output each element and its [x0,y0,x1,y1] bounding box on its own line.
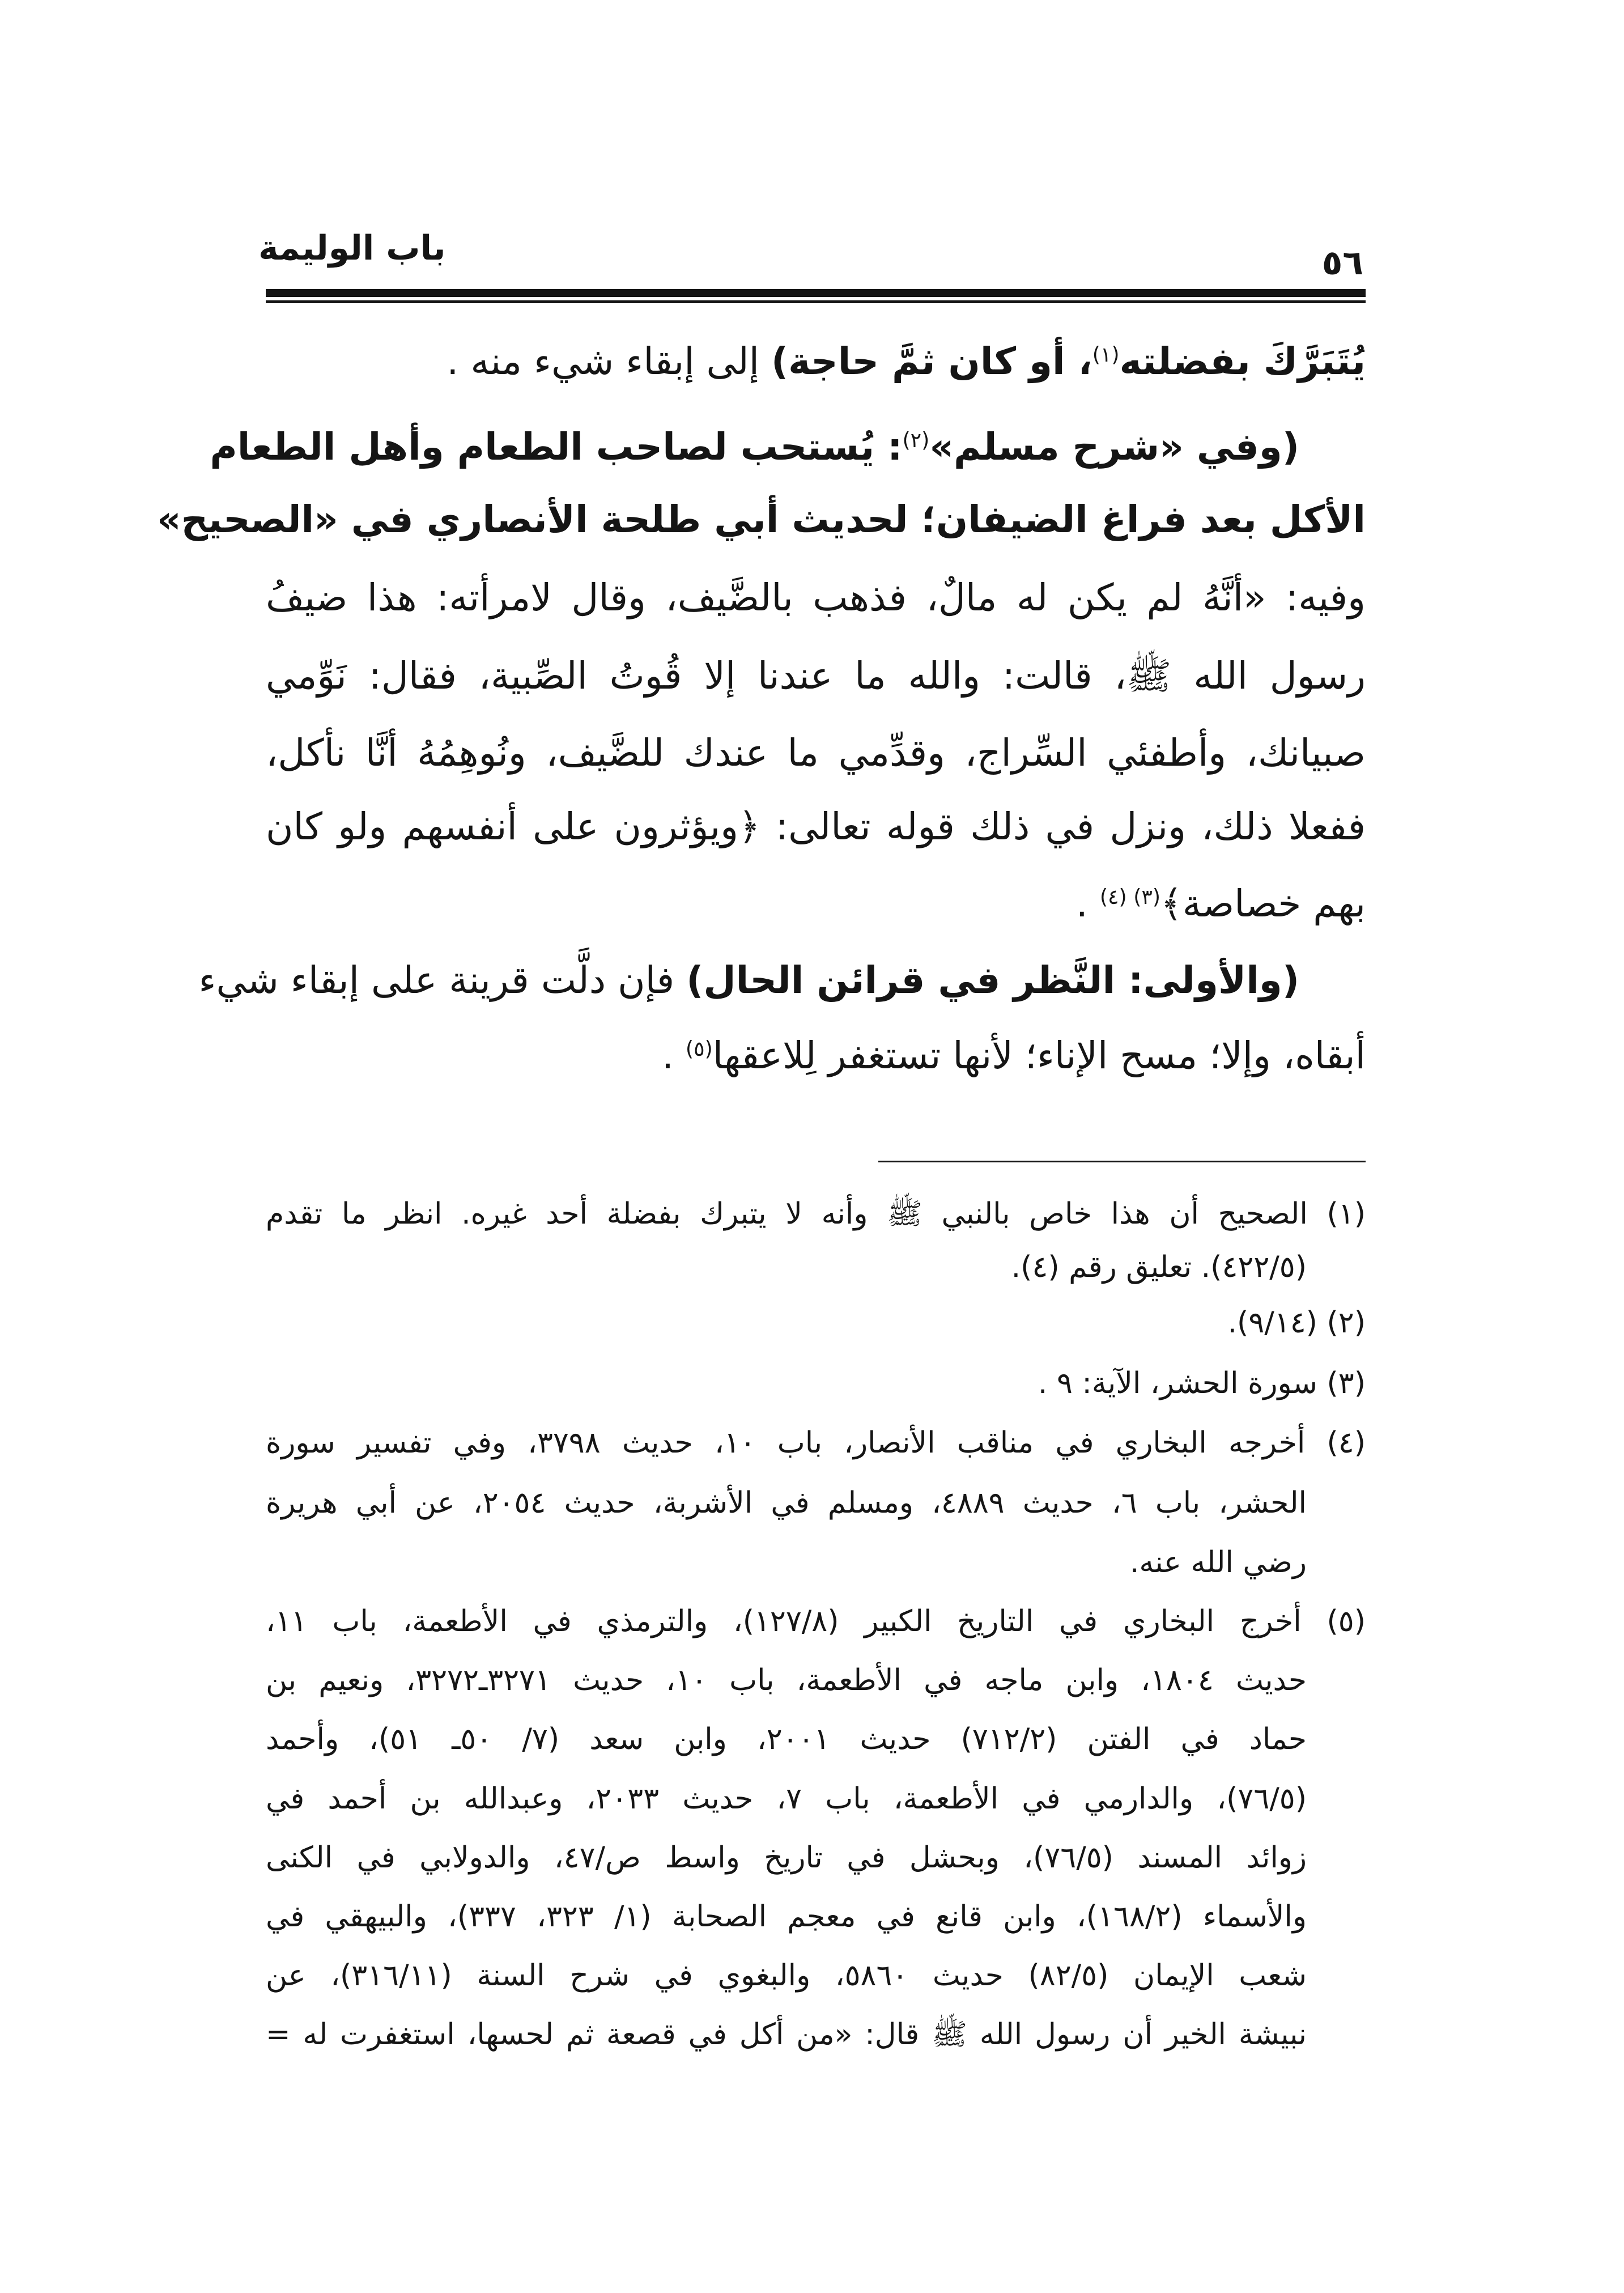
main-text-line [156,486,1366,554]
footnote-ref: (٢) [902,428,930,453]
main-text-line [198,946,1366,1014]
footnote-line: رضي الله عنه. [1129,1545,1307,1579]
matn-text: ، أو كان ثمَّ حاجة) [771,339,1092,383]
footnote-line: (٤) أخرجه البخاري في مناقب الأنصار، باب ١٠، حديث ٣٧٩٨، وفي تفسير سورة [266,1426,1366,1460]
main-text-line [210,413,1366,481]
footnote-ref: (٥) [685,1037,713,1061]
matn-text: (وفي «شرح مسلم» [929,425,1299,469]
header-rule-thick [266,289,1366,297]
footnote-line: نبيشة الخير أن رسول الله ﷺ قال: «من أكل في قصعة ثم لحسها، استغفرت له = [266,2018,1307,2052]
footnote-line: شعب الإيمان (٨٢/٥) حديث ٥٨٦٠، والبغوي في شرح السنة (٣١٦/١١)، عن [266,1959,1307,1993]
commentary-text: صبيانك، وأطفئي السِّراج، وقدِّمي ما عندك للضَّيف، ونُوهِمُهُ أنَّا نأكل، [266,731,1366,775]
commentary-text: أبقاه، وإلا؛ مسح الإناء؛ لأنها تستغفر لِلاعقها [712,1034,1366,1077]
footnote-line: (٢) (٩/١٤). [1227,1306,1366,1340]
main-text-line [266,1022,1366,1090]
main-text-line [266,564,1366,632]
matn-text: الأكل بعد فراغ الضيفان؛ لحديث أبي طلحة الأنصاري في «الصحيح» [156,498,1366,541]
commentary-text: . [1075,882,1100,925]
page-number: ٥٦ [1321,243,1363,283]
matn-text: : يُستحب لصاحب الطعام وأهل الطعام [210,425,903,469]
main-text-line [266,328,1366,396]
footnote-line: (٣) سورة الحشر، الآية: ٩ . [1038,1366,1366,1400]
footnote-line: (١) الصحيح أن هذا خاص بالنبي ﷺ وأنه لا يتبرك بفضلة أحد غيره. انظر ما تقدم [266,1197,1366,1231]
commentary-text: بهم خصاصة﴾ [1160,882,1366,925]
footnote-separator [878,1161,1366,1162]
footnote-line: الحشر، باب ٦، حديث ٤٨٨٩، ومسلم في الأشربة، حديث ٢٠٥٤، عن أبي هريرة [266,1486,1307,1520]
main-text-line [266,719,1366,787]
matn-text: (والأولى: النَّظر في قرائن الحال) [686,958,1299,1002]
header-rule-thin [266,300,1366,303]
commentary-text: وفيه: «أنَّهُ لم يكن له مالٌ، فذهب بالضَّيف، وقال لامرأته: هذا ضيفُ [266,576,1366,619]
footnote-line: والأسماء (١٦٨/٢)، وابن قانع في معجم الصحابة (١/ ٣٢٣، ٣٣٧)، والبيهقي في [266,1900,1307,1934]
footnote-ref: (١) [1092,342,1120,367]
footnote-line: (٥) أخرج البخاري في التاريخ الكبير (١٢٧/٨)، والترمذي في الأطعمة، باب ١١، [266,1604,1366,1638]
footnote-line: حماد في الفتن (٧١٢/٢) حديث ٢٠٠١، وابن سعد (٧/ ٥٠ـ ٥١)، وأحمد [266,1722,1307,1756]
matn-text: يُتَبَرَّكَ بفضلته [1119,339,1366,383]
footnote-line: زوائد المسند (٧٦/٥)، وبحشل في تاريخ واسط ص/٤٧، والدولابي في الكنى [266,1841,1307,1875]
commentary-text: إلى إبقاء شيء منه . [447,339,771,383]
commentary-text: ففعلا ذلك، ونزل في ذلك قوله تعالى: ﴿ويؤثرون على أنفسهم ولو كان [266,805,1366,848]
section-title: باب الوليمة [258,228,446,268]
main-text-line [266,870,1366,938]
footnote-ref: (٣) (٤) [1099,885,1161,910]
footnote-line: (٧٦/٥)، والدارمي في الأطعمة، باب ٧، حديث ٢٠٣٣، وعبدالله بن أحمد في [266,1782,1307,1816]
commentary-text: . [661,1034,686,1077]
commentary-text: رسول الله ﷺ، قالت: والله ما عندنا إلا قُوتُ الصِّبية، فقال: نَوِّمي [266,654,1366,698]
footnote-line: (٤٢٢/٥). تعليق رقم (٤). [1011,1250,1307,1284]
main-text-line [266,642,1366,710]
main-text-line [266,793,1366,861]
footnote-line: حديث ١٨٠٤، وابن ماجه في الأطعمة، باب ١٠، حديث ٣٢٧١ـ٣٢٧٢، ونعيم بن [266,1663,1307,1697]
commentary-text: فإن دلَّت قرينة على إبقاء شيء [198,958,687,1002]
